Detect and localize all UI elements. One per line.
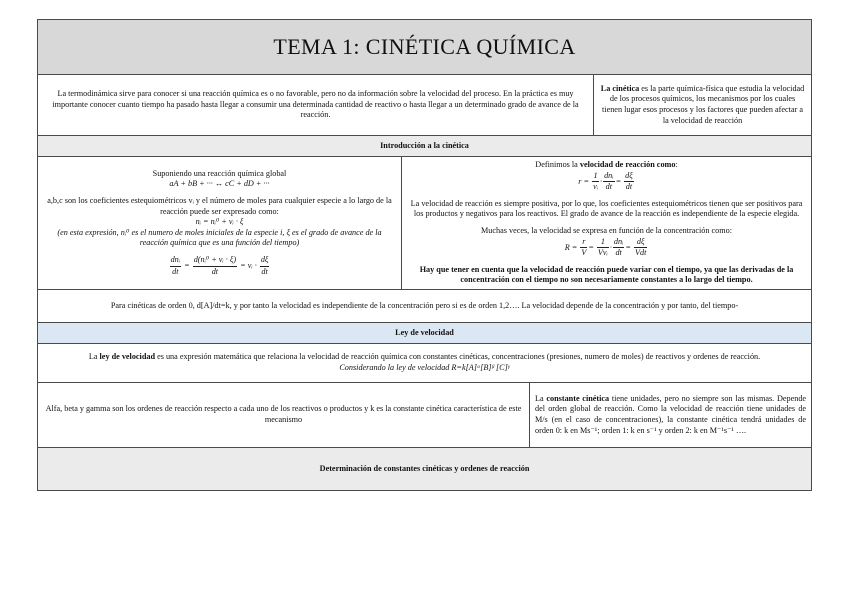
concentration-rate-equation: R = $\frac{r}{V}$ = $\frac{1}{\text{Vvᵢ}}$ · $\frac{\text{dnᵢ}}{dt}$ = $\frac{d\xi}{\text{Vdt}}$	[564, 236, 647, 258]
rate-equation: r = $\frac{1}{\text{vᵢ}}$ · $\frac{\text{dnᵢ}}{dt}$ = $\frac{d\xi}{dt}$	[578, 170, 633, 192]
rate-law-definition: La ley de velocidad es una expresión matemática que relaciona la velocidad de reacción química con constantes cinéticas, concentraciones (presiones, numero de moles) de reactivos y ordenes de reacción. Considerando la ley de velocidad R=k[A]ᵅ[B]ᵝ [C]ᵞ	[38, 343, 812, 382]
derivative-equation: $\frac{\text{dnᵢ}}{dt}$ = $\frac{\text{d(nᵢ⁰ + vᵢ · ξ)}}{dt}$ = vᵢ · $\frac{d\xi}{dt}$	[170, 254, 269, 276]
rate-variation-warning: Hay que tener en cuenta que la velocidad de reacción puede variar con el tiempo, ya que las derivadas de la concentración con el tiempo no son necesariamente constantes a lo largo del tiempo.	[419, 264, 794, 285]
expression-note: (en esta expresión, nᵢ⁰ es el numero de moles iniciales de la especie i, ξ es el grado de avance de la reacción química que es una función del tiempo)	[57, 227, 382, 248]
document-page	[37, 19, 811, 491]
suppose-text: Suponiendo una reacción química global	[152, 168, 287, 178]
intro-kinetics-definition	[594, 75, 812, 136]
reaction-orders-text: Alfa, beta y gamma son los ordenes de reacción respecto a cada uno de los reactivos o productos y k es la constante cinética característica de este mecanismo	[38, 382, 530, 447]
order-zero-note: Para cinéticas de orden 0, d[A]/dt=k, y por tanto la velocidad es independiente de la concentración pero si es de orden 1,2…. La velocidad depende de la concentración y por tanto, del tiempo-	[38, 289, 812, 322]
global-reaction-equation: aA + bB + ··· ↔ cC + dD + ···	[169, 179, 270, 189]
intro-left-text: La termodinámica sirve para conocer si una reacción química es o no favorable, pero no da información sobre la velocidad del proceso. En la práctica es muy importante conocer cuanto tiempo ha pasado hasta llegar a consumir una determinada cantidad de reactivo o hasta llegar a un determinado grado de avance de la reacción.	[52, 89, 579, 120]
frac-dni-dt: $\frac{\text{dnᵢ}}{dt}$	[170, 254, 181, 276]
rate-law-term: ley de velocidad	[99, 352, 156, 362]
content-table	[37, 19, 812, 491]
intro-left-column	[38, 157, 402, 290]
kinetics-term: La cinética	[600, 83, 640, 93]
moles-equation: nᵢ = nᵢ⁰ + vᵢ · ξ	[195, 217, 244, 227]
page-title: TEMA 1: CINÉTICA QUÍMICA	[38, 20, 812, 75]
kinetic-constant-units: La constante cinética tiene unidades, pero no siempre son las mismas. Depende del orden global de reacción. Como la velocidad de reacción tiene unidades de M/s (en el caso de concentraciones), la constante cinética tendrá unidades de orden 0: k en Ms⁻¹; orden 1: k en s⁻¹ y orden 2: k en M⁻¹s⁻¹ ….	[530, 382, 812, 447]
rate-law-expression: Considerando la ley de velocidad R=k[A]ᵅ[B]ᵝ [C]ᵞ	[339, 362, 510, 372]
kinetics-definition-text: es la parte química-física que estudia la velocidad de los procesos químicos, los mecanismos por los cuales tienen lugar esos procesos y los factores que pueden afectar a la velocidad de reacción	[602, 83, 805, 125]
intro-right-column	[402, 157, 812, 290]
kinetic-constant-term: constante cinética	[546, 393, 610, 403]
positive-rate-text: La velocidad de reacción es siempre positiva, por lo que, los coeficientes estequiométricos tienen que ser positivos para los productos y negativos para los reactivos. El grado de avance de la reacción es independiente de la especie elegida.	[410, 198, 803, 219]
section-header-determination: Determinación de constantes cinéticas y ordenes de reacción	[38, 447, 812, 490]
rate-definition-intro: Definimos la velocidad de reacción como:	[535, 160, 678, 169]
coefficients-text: a,b,c son los coeficientes estequiométricos vᵢ y el número de moles para cualquier especie a lo largo de la reacción puede ser expresado como:	[47, 195, 392, 216]
frac-dxi-dt: $\frac{d\xi}{dt}$	[260, 254, 269, 276]
concentration-rate-text: Muchas veces, la velocidad se expresa en función de la concentración como:	[481, 225, 733, 235]
section-header-rate-law: Ley de velocidad	[38, 322, 812, 343]
frac-d-expression: $\frac{\text{d(nᵢ⁰ + vᵢ · ξ)}}{dt}$	[193, 254, 237, 276]
section-header-intro-kinetics: Introducción a la cinética	[38, 136, 812, 157]
intro-thermodynamics	[38, 75, 594, 136]
